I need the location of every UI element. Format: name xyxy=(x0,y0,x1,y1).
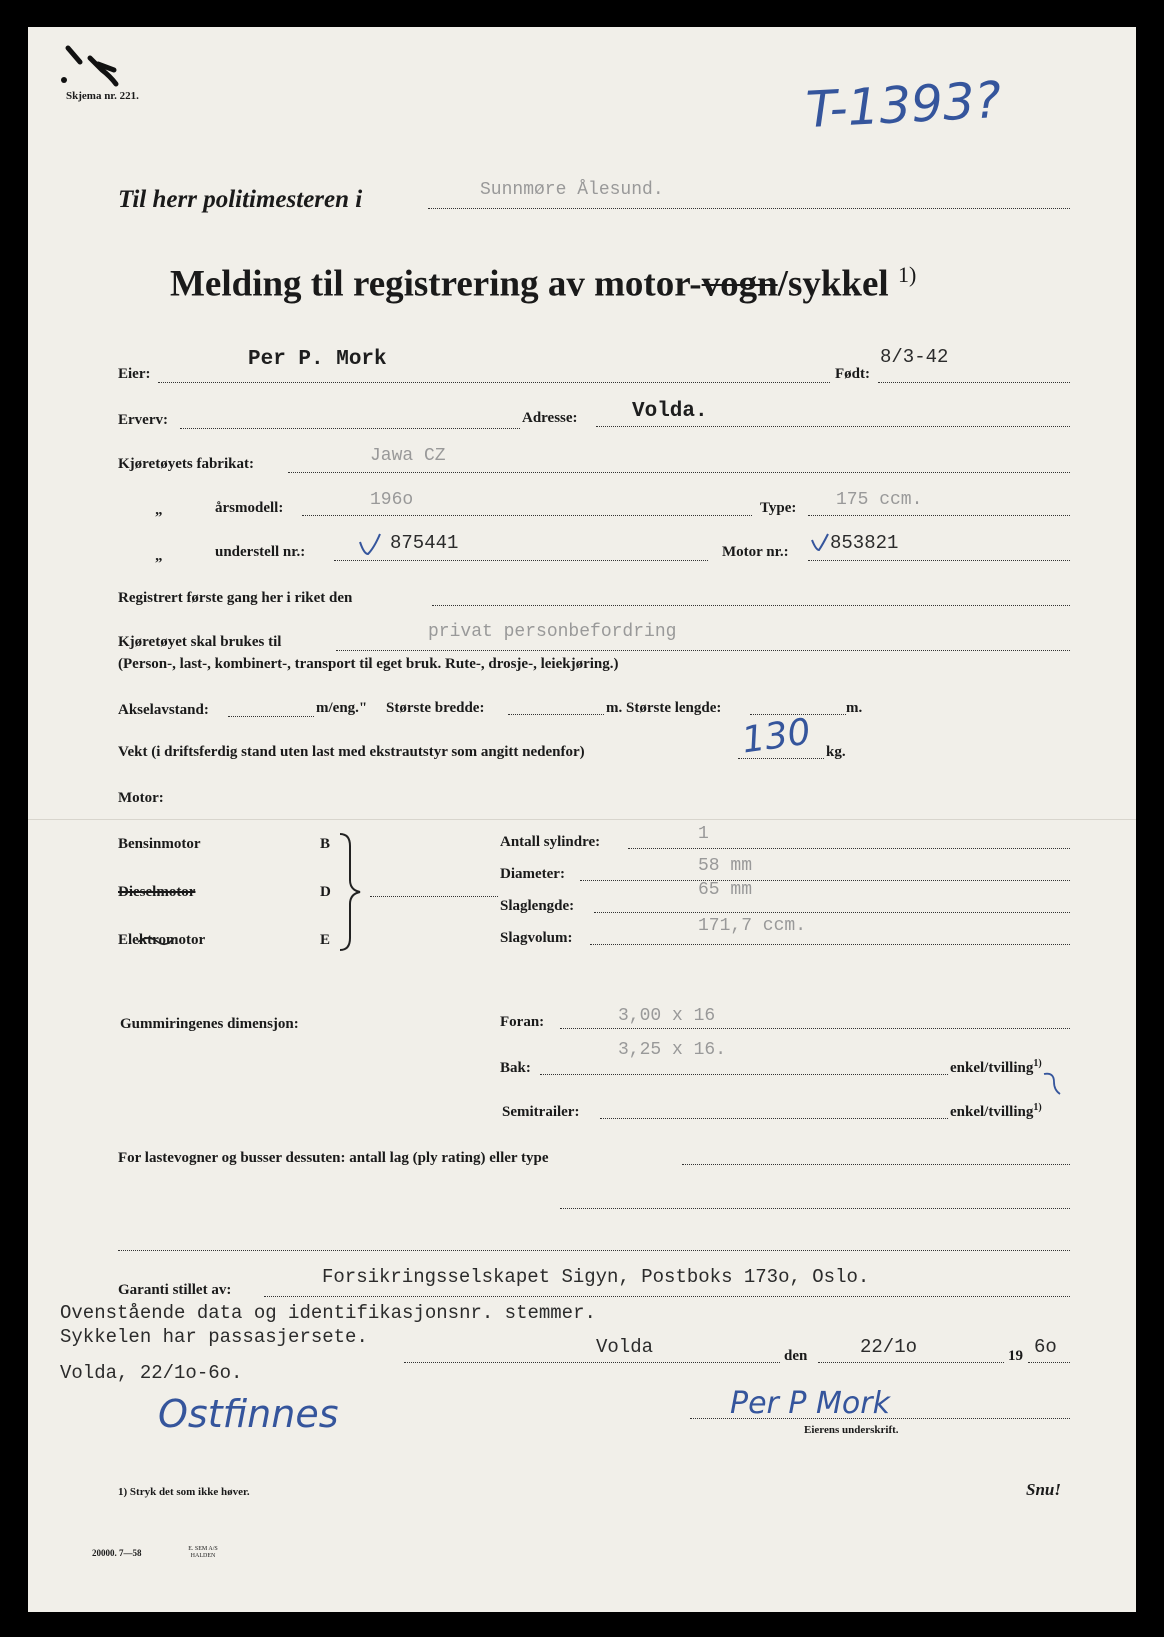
address-label: Adresse: xyxy=(522,410,578,426)
engine-diesel-code: D xyxy=(320,884,331,900)
rear-single-twin-text: enkel/tvilling xyxy=(950,1060,1034,1076)
remark-line-2: Sykkelen har passasjersete. xyxy=(60,1326,368,1348)
chassis-label: understell nr.: xyxy=(215,544,306,560)
semitrailer-line xyxy=(600,1118,948,1119)
make-line xyxy=(288,472,1070,473)
born-value: 8/3-42 xyxy=(880,346,949,368)
tires-label: Gummiringenes dimensjon: xyxy=(120,1016,299,1032)
cylinders-line xyxy=(628,848,1070,849)
ply-line xyxy=(682,1164,1070,1165)
stroke-value: 65 mm xyxy=(698,880,753,900)
first-registration-line xyxy=(432,605,1070,606)
front-line xyxy=(560,1028,1070,1029)
width-label: Største bredde: xyxy=(386,700,485,716)
ditto-mark-2: „ xyxy=(155,548,163,564)
place-value: Volda xyxy=(596,1336,654,1358)
address-line xyxy=(596,426,1070,427)
strike-mark-electric xyxy=(136,930,176,950)
engine-diesel: Dieselmotor xyxy=(118,884,196,900)
year-line xyxy=(1028,1362,1070,1363)
axle-unit: m/eng." xyxy=(316,700,368,716)
length-label: Største lengde: xyxy=(626,700,722,716)
rear-line xyxy=(540,1074,948,1075)
footnote: 1) Stryk det som ikke høver. xyxy=(118,1486,250,1498)
archive-mark: T-1393? xyxy=(804,70,1003,140)
schema-number: Skjema nr. 221. xyxy=(66,90,139,102)
corner-ink-mark xyxy=(58,40,128,90)
rear-label: Bak: xyxy=(500,1060,531,1076)
semitrailer-single-twin-note: 1) xyxy=(1033,1102,1042,1113)
width-line xyxy=(508,714,604,715)
printer-city: HALDEN xyxy=(190,1553,216,1559)
date-line xyxy=(818,1362,1004,1363)
motor-no-value: 853821 xyxy=(830,532,899,554)
strike-mark-twin xyxy=(1040,1070,1064,1098)
place-line xyxy=(404,1362,780,1363)
make-value: Jawa CZ xyxy=(370,446,446,466)
check-mark-chassis xyxy=(356,530,384,560)
width-unit: m. xyxy=(606,700,623,716)
semitrailer-single-twin xyxy=(950,1102,1042,1121)
use-note: (Person-, last-, kombinert-, transport til eget bruk. Rute-, drosje-, leiekjøring.) xyxy=(118,656,619,672)
signature-label: Eierens underskrift. xyxy=(804,1424,899,1436)
volume-value: 171,7 ccm. xyxy=(698,916,807,936)
engine-petrol-code: B xyxy=(320,836,331,852)
check-mark-motor xyxy=(808,530,832,556)
born-label: Født: xyxy=(835,366,870,382)
engine-electric-code: E xyxy=(320,932,331,948)
volume-line xyxy=(590,944,1070,945)
model-year-label: årsmodell: xyxy=(215,500,284,516)
owner-signature: Per P Mork xyxy=(730,1386,890,1421)
date-value: 22/1o xyxy=(860,1336,918,1358)
use-label: Kjøretøyet skal brukes til xyxy=(118,634,282,650)
born-line xyxy=(878,382,1070,383)
title-footnote-mark: 1) xyxy=(897,262,917,287)
title-part-1: Melding til registrering av motor- xyxy=(170,263,702,305)
model-year-line xyxy=(302,515,752,516)
diameter-value: 58 mm xyxy=(698,856,753,876)
stroke-label: Slaglengde: xyxy=(500,898,575,914)
addressee-label: Til herr politimesteren i xyxy=(118,186,363,213)
addressee-value: Sunnmøre Ålesund. xyxy=(480,180,664,200)
inspector-signature: Ostfinnes xyxy=(158,1392,339,1436)
printer-imprint xyxy=(178,1546,228,1560)
ply-label: For lastevogner og busser dessuten: antall lag (ply rating) eller type xyxy=(118,1150,549,1166)
guarantee-label: Garanti stillet av: xyxy=(118,1282,232,1298)
engine-choice-line xyxy=(370,896,498,897)
stroke-line xyxy=(594,912,1070,913)
diameter-label: Diameter: xyxy=(500,866,565,882)
use-value: privat personbefordring xyxy=(428,622,677,642)
cylinders-label: Antall sylindre: xyxy=(500,834,601,850)
rear-single-twin xyxy=(950,1058,1042,1077)
owner-value: Per P. Mork xyxy=(248,348,387,371)
use-line xyxy=(336,650,1070,651)
make-label: Kjøretøyets fabrikat: xyxy=(118,456,254,472)
addressee-line xyxy=(428,208,1070,209)
occupation-line xyxy=(180,428,520,429)
address-value: Volda. xyxy=(632,400,708,423)
engine-petrol: Bensinmotor xyxy=(118,836,201,852)
semitrailer-label: Semitrailer: xyxy=(502,1104,580,1120)
date-label: den xyxy=(784,1348,808,1364)
remark-line-3: Volda, 22/1o-6o. xyxy=(60,1362,243,1384)
year-prefix: 19 xyxy=(1008,1348,1023,1364)
chassis-value: 875441 xyxy=(390,532,459,554)
extras-line-1 xyxy=(560,1208,1070,1209)
type-value: 175 ccm. xyxy=(836,490,923,510)
owner-line xyxy=(158,382,830,383)
occupation-label: Erverv: xyxy=(118,412,168,428)
print-info: 20000. 7—58 xyxy=(92,1548,142,1558)
rear-single-twin-note: 1) xyxy=(1033,1058,1042,1069)
signature-line xyxy=(690,1418,1070,1419)
motor-no-label: Motor nr.: xyxy=(722,544,789,560)
volume-label: Slagvolum: xyxy=(500,930,573,946)
weight-value: 130 xyxy=(739,711,814,762)
type-label: Type: xyxy=(760,500,797,516)
motor-label: Motor: xyxy=(118,790,164,806)
chassis-line xyxy=(334,560,708,561)
motor-no-line xyxy=(808,560,1070,561)
model-year-value: 196o xyxy=(370,490,414,510)
axle-line xyxy=(228,716,314,717)
weight-unit: kg. xyxy=(826,744,846,760)
printer-name: E. SEM A/S xyxy=(188,1546,218,1552)
front-label: Foran: xyxy=(500,1014,545,1030)
extras-line-2 xyxy=(118,1250,1070,1251)
semitrailer-single-twin-text: enkel/tvilling xyxy=(950,1104,1034,1120)
weight-label: Vekt (i driftsferdig stand uten last med ekstrautstyr som angitt nedenfor) xyxy=(118,744,585,760)
turn-over-note: Snu! xyxy=(1026,1480,1061,1499)
front-value: 3,00 x 16 xyxy=(618,1006,716,1026)
ditto-mark-1: „ xyxy=(155,502,163,518)
owner-label: Eier: xyxy=(118,366,151,382)
guarantee-value: Forsikringsselskapet Sigyn, Postboks 173o, Oslo. xyxy=(322,1266,870,1288)
first-registration-label: Registrert første gang her i riket den xyxy=(118,590,353,606)
rear-value: 3,25 x 16. xyxy=(618,1040,727,1060)
remark-line-1: Ovenstående data og identifikasjonsnr. stemmer. xyxy=(60,1302,596,1324)
axle-label: Akselavstand: xyxy=(118,702,209,718)
fold-line xyxy=(28,819,1136,820)
engine-brace xyxy=(336,832,366,952)
year-value: 6o xyxy=(1034,1336,1057,1358)
type-line xyxy=(808,515,1070,516)
diameter-line xyxy=(580,880,1070,881)
length-unit: m. xyxy=(846,700,863,716)
guarantee-line xyxy=(264,1296,1070,1297)
form-title xyxy=(170,262,916,305)
title-struck-part: vogn xyxy=(701,263,778,305)
cylinders-value: 1 xyxy=(698,824,709,844)
title-part-2: /sykkel xyxy=(777,263,889,305)
engine-electric: Elektromotor xyxy=(118,932,206,948)
